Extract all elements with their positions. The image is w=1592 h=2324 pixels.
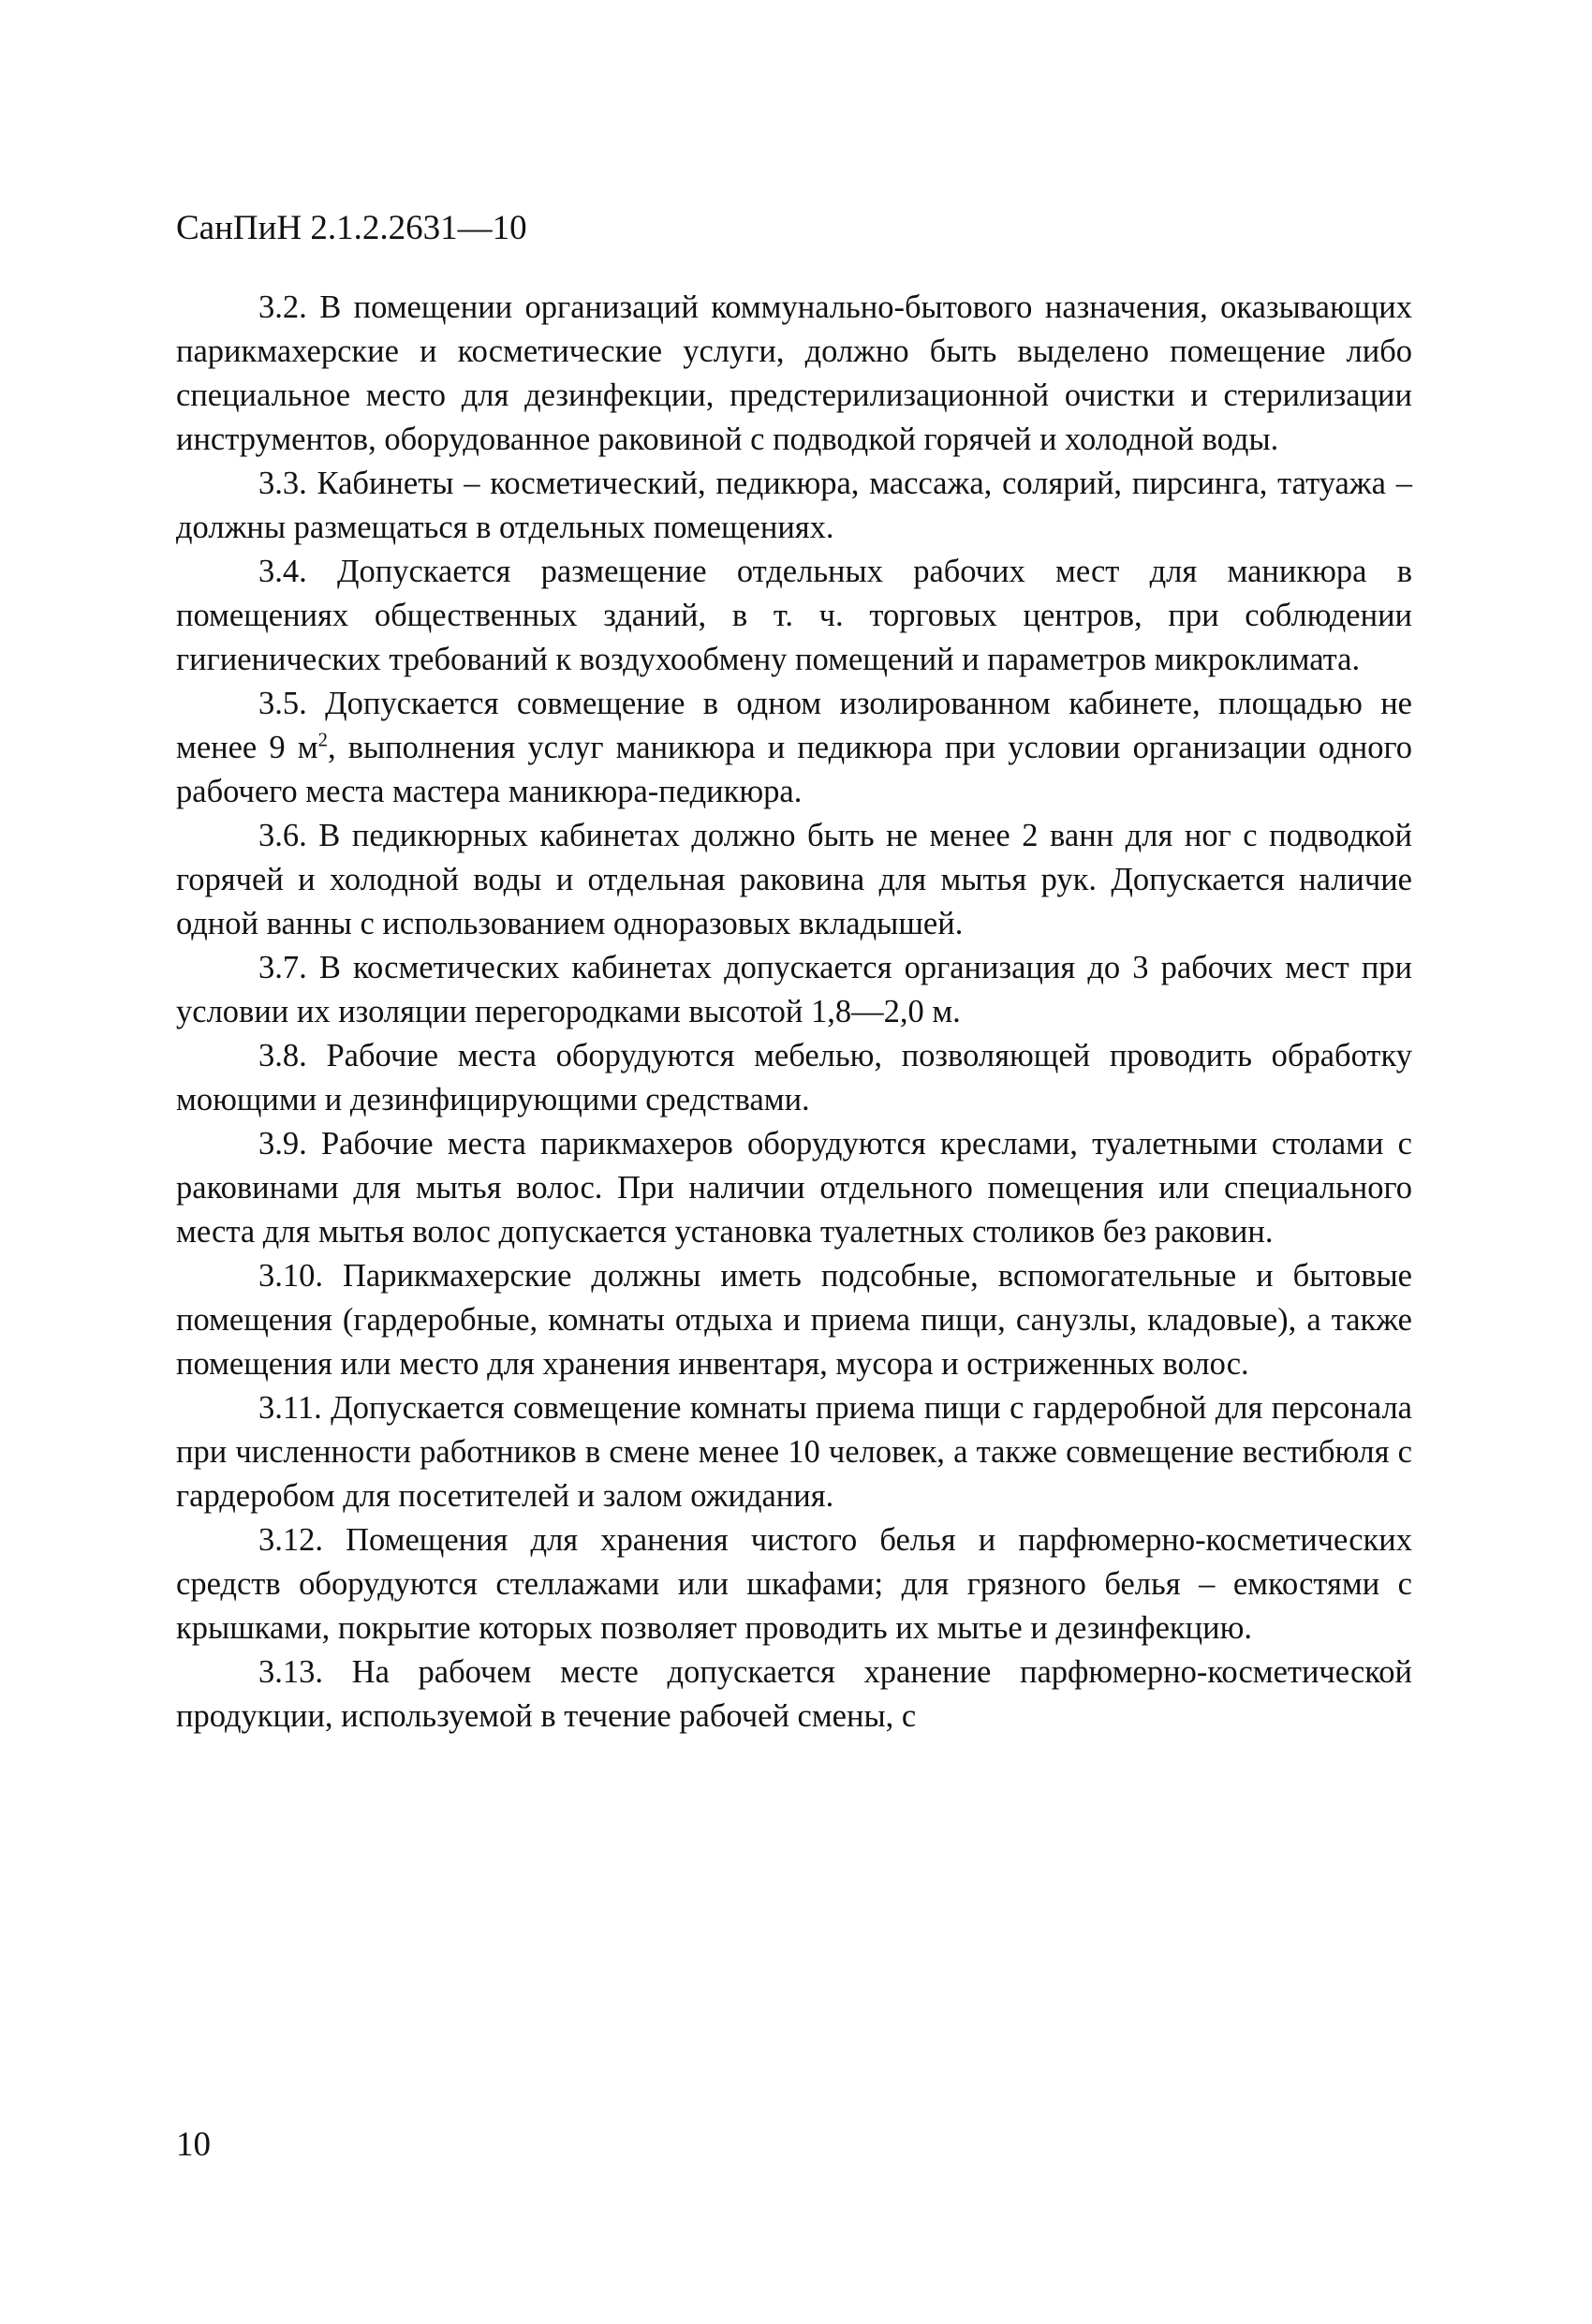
page-number: 10	[176, 2125, 211, 2164]
area-unit-superscript: 2	[317, 730, 328, 751]
paragraph-3-5-text-before: 3.5. Допускается совмещение в одном изолированном кабинете, площадью не менее 9 м	[176, 686, 1412, 765]
paragraph-3-4: 3.4. Допускается размещение отдельных рабочих мест для маникюра в помещениях общественных зданий, в т. ч. торговых центров, при соблюдении гигиенических требований к воздухообмену помещений и параметров микроклимата.	[176, 554, 1412, 677]
paragraph-3-13: 3.13. На рабочем месте допускается хранение парфюмерно-косметической продукции, используемой в течение рабочей смены, с	[176, 1654, 1412, 1734]
paragraph-3-6: 3.6. В педикюрных кабинетах должно быть не менее 2 ванн для ног с подводкой горячей и холодной воды и отдельная раковина для мытья рук. Допускается наличие одной ванны с использованием одноразовых вкладышей.	[176, 818, 1412, 941]
paragraph-3-7: 3.7. В косметических кабинетах допускается организация до 3 рабочих мест при условии их изоляции перегородками высотой 1,8—2,0 м.	[176, 950, 1412, 1029]
paragraph-3-8: 3.8. Рабочие места оборудуются мебелью, позволяющей проводить обработку моющими и дезинфицирующими средствами.	[176, 1038, 1412, 1118]
paragraph-3-5	[176, 682, 1412, 814]
paragraph-3-5-text-after: , выполнения услуг маникюра и педикюра при условии организации одного рабочего места мастера маникюра-педикюра.	[176, 730, 1412, 809]
paragraph-3-9: 3.9. Рабочие места парикмахеров оборудуются креслами, туалетными столами с раковинами для мытья волос. При наличии отдельного помещения или специального места для мытья волос допускается установка туалетных столиков без раковин.	[176, 1126, 1412, 1250]
paragraph-3-11: 3.11. Допускается совмещение комнаты приема пищи с гардеробной для персонала при численности работников в смене менее 10 человек, а также совмещение вестибюля с гардеробом для посетителей и залом ожидания.	[176, 1390, 1412, 1514]
document-header: СанПиН 2.1.2.2631—10	[176, 209, 527, 247]
document-body	[176, 286, 1412, 1739]
paragraph-3-3: 3.3. Кабинеты – косметический, педикюра, массажа, солярий, пирсинга, татуажа – должны размещаться в отдельных помещениях.	[176, 466, 1412, 545]
paragraph-3-10: 3.10. Парикмахерские должны иметь подсобные, вспомогательные и бытовые помещения (гардеробные, комнаты отдыха и приема пищи, санузлы, кладовые), а также помещения или место для хранения инвентаря, мусора и остриженных волос.	[176, 1258, 1412, 1382]
paragraph-3-2: 3.2. В помещении организаций коммунально-бытового назначения, оказывающих парикмахерские и косметические услуги, должно быть выделено помещение либо специальное место для дезинфекции, предстерилизационной очистки и стерилизации инструментов, оборудованное раковиной с подводкой горячей и холодной воды.	[176, 289, 1412, 457]
paragraph-3-12: 3.12. Помещения для хранения чистого белья и парфюмерно-косметических средств оборудуются стеллажами или шкафами; для грязного белья – емкостями с крышками, покрытие которых позволяет проводить их мытье и дезинфекцию.	[176, 1522, 1412, 1646]
